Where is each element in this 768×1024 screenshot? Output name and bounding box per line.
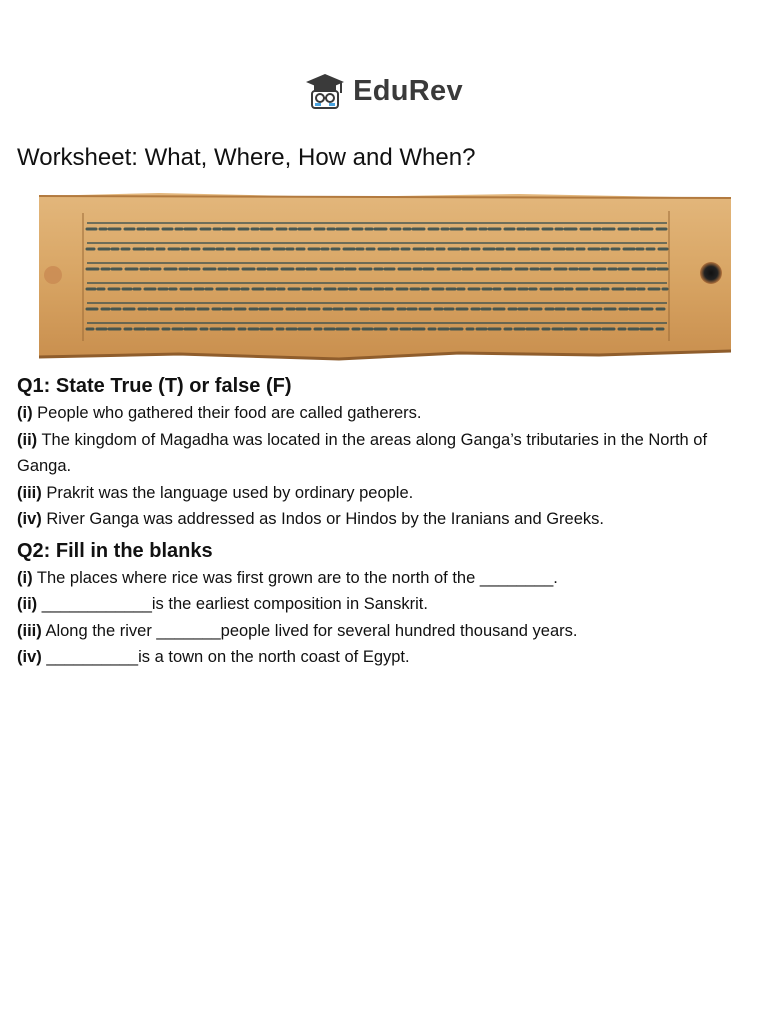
item-text: ____________is the earliest composition in Sanskrit.	[41, 595, 428, 613]
item-text: The kingdom of Magadha was located in the areas along Ganga’s tributaries in the North of Ganga.	[17, 430, 708, 475]
item-number: (iii)	[17, 621, 42, 640]
item-text: __________is a town on the north coast of Egypt.	[46, 648, 410, 666]
item-text: River Ganga was addressed as Indos or Hindos by the Iranians and Greeks.	[46, 510, 604, 528]
worksheet-content	[17, 372, 737, 671]
page-title: Worksheet: What, Where, How and When?	[17, 144, 476, 171]
q1-item	[17, 400, 737, 427]
q1-item	[17, 506, 737, 533]
item-number: (iv)	[17, 648, 42, 666]
q1-heading: Q1: State True (T) or false (F)	[17, 375, 292, 397]
q2-item	[17, 565, 737, 592]
item-number: (ii)	[17, 430, 38, 449]
q2-item	[17, 644, 737, 671]
item-number: (iv)	[17, 510, 42, 528]
item-text: Prakrit was the language used by ordinary people.	[46, 483, 414, 502]
q2-item	[17, 591, 737, 618]
q1-item	[17, 480, 737, 507]
logo-text: EduRev	[353, 74, 463, 107]
q2-item	[17, 618, 737, 645]
item-number: (i)	[17, 404, 33, 422]
q1-item	[17, 427, 737, 480]
item-text: Along the river _______people lived for several hundred thousand years.	[45, 621, 578, 640]
item-number: (i)	[17, 568, 33, 587]
q2-heading: Q2: Fill in the blanks	[17, 539, 213, 562]
item-text: People who gathered their food are called gatherers.	[37, 404, 422, 422]
manuscript-image	[39, 193, 731, 361]
graduation-cap-icon	[305, 72, 345, 110]
item-number: (iii)	[17, 483, 42, 502]
edurev-logo	[0, 72, 768, 110]
item-number: (ii)	[17, 595, 38, 613]
item-text: The places where rice was first grown are to the north of the ________.	[36, 568, 558, 587]
